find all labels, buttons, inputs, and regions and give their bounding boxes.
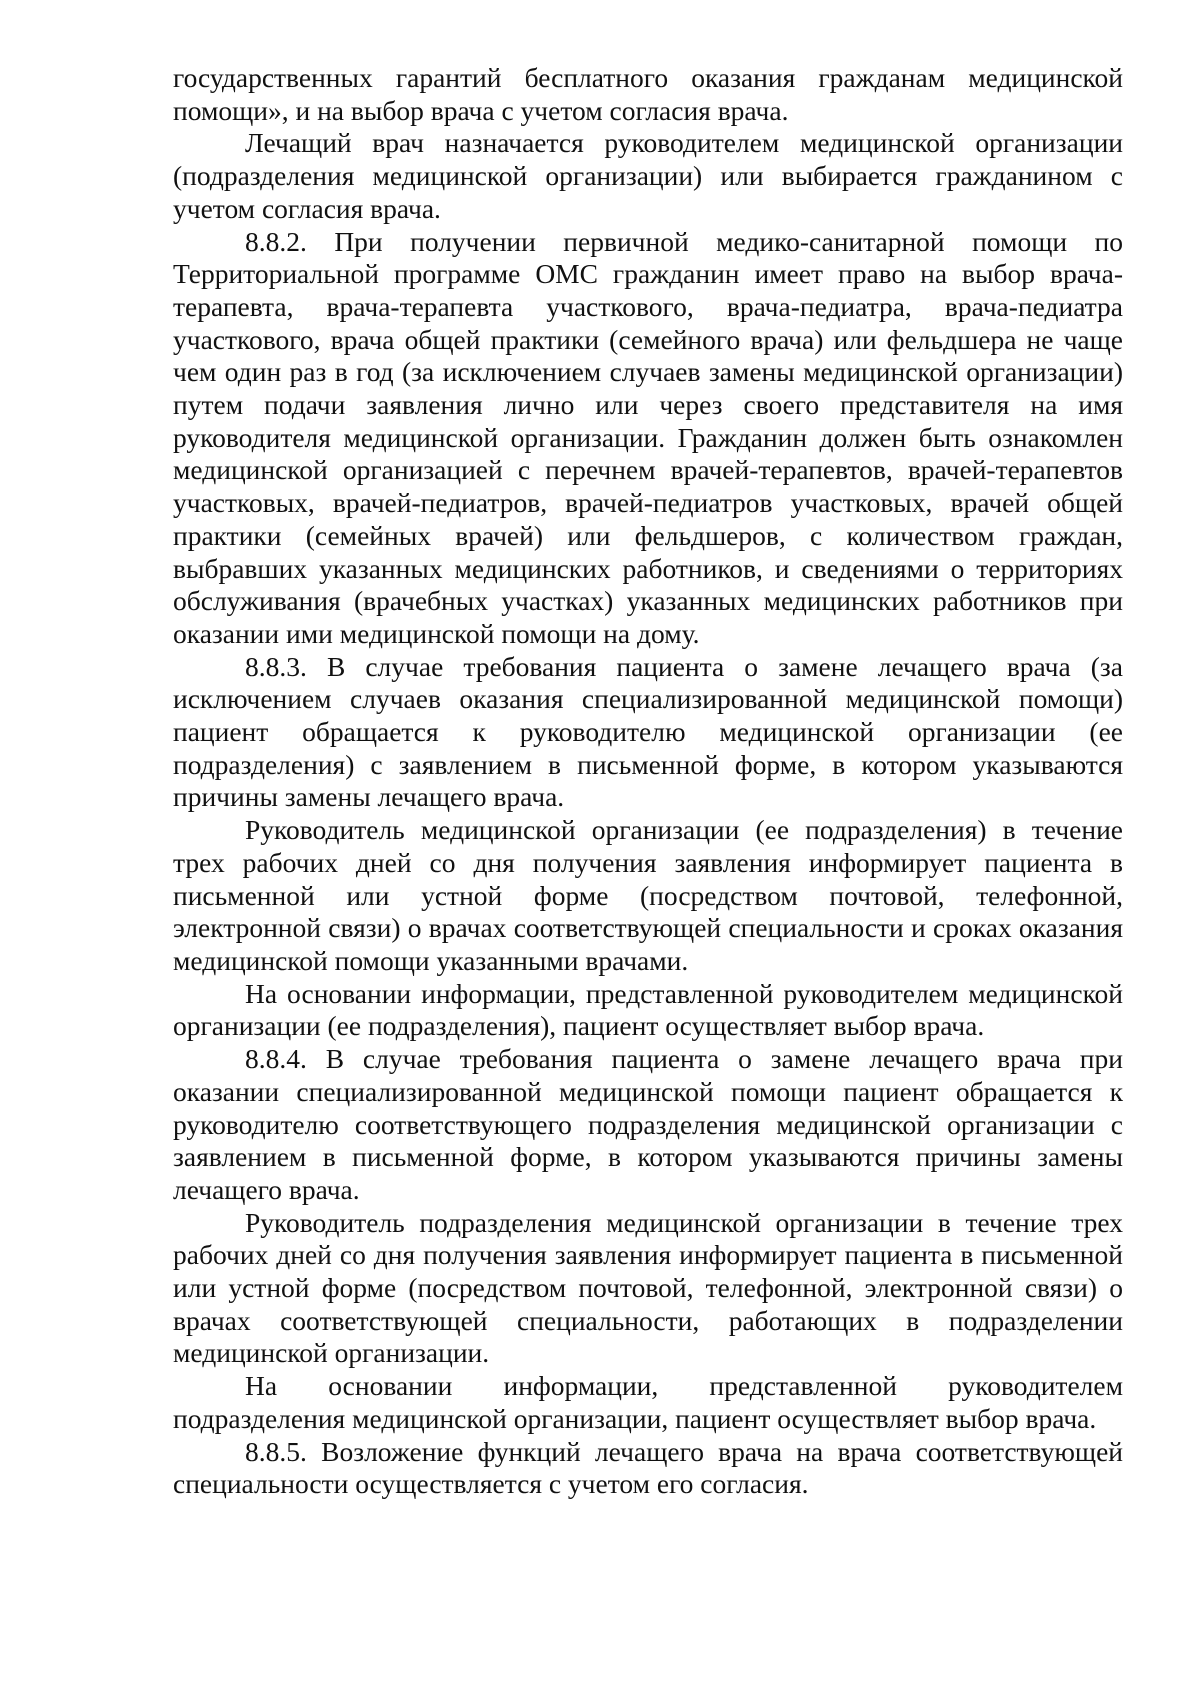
document-page [173,62,1123,1501]
paragraph-8-8-4: 8.8.4. В случае требования пациента о замене лечащего врача при оказании специализированной медицинской помощи пациент обращается к руководителю соответствующего подразделения медицинской организации с заявлением в письменной форме, в котором указываются причины замены лечащего врача. [173,1043,1123,1205]
paragraph-8-8-5: 8.8.5. Возложение функций лечащего врача на врача соответствующей специальности осуществляется с учетом его согласия. [173,1435,1123,1500]
paragraph-continuation: государственных гарантий бесплатного оказания гражданам медицинской помощи», и на выбор врача с учетом согласия врача. [173,62,1123,126]
paragraph-patient-choice-1: На основании информации, представленной руководителем медицинской организации (ее подразделения), пациент осуществляет выбор врача. [173,977,1123,1042]
paragraph-attending-physician: Лечащий врач назначается руководителем медицинской организации (подразделения медицинской организации) или выбирается гражданином с учетом согласия врача. [173,127,1123,224]
paragraph-head-informs: Руководитель медицинской организации (ее подразделения) в течение трех рабочих дней со дня получения заявления информирует пациента в письменной или устной форме (посредством почтовой, телефонной, электронной связи) о врачах соответствующей специальности и сроках оказания медицинской помощи указанными врачами. [173,814,1123,976]
paragraph-8-8-3: 8.8.3. В случае требования пациента о замене лечащего врача (за исключением случаев оказания специализированной медицинской помощи) пациент обращается к руководителю медицинской организации (ее подразделения) с заявлением в письменной форме, в котором указываются причины замены лечащего врача. [173,650,1123,813]
paragraph-patient-choice-2: На основании информации, представленной руководителем подразделения медицинской организации, пациент осуществляет выбор врача. [173,1370,1123,1434]
paragraph-8-8-2: 8.8.2. При получении первичной медико-санитарной помощи по Территориальной программе ОМС гражданин имеет право на выбор врача-терапевта, врача-терапевта участкового, врача-педиатра, врача-педиатра участкового, врача общей практики (семейного врача) или фельдшера не чаще чем один раз в год (за исключением случаев замены медицинской организации) путем подачи заявления лично или через своего представителя на имя руководителя медицинской организации. Гражданин должен быть ознакомлен медицинской организацией с перечнем врачей-терапевтов, врачей-терапевтов участковых, врачей-педиатров, врачей-педиатров участковых, врачей общей практики (семейных врачей) или фельдшеров, с количеством граждан, выбравших указанных медицинских работников, и сведениями о территориях обслуживания (врачебных участках) указанных медицинских работников при оказании ими медицинской помощи на дому. [173,225,1123,649]
paragraph-subdivision-head-informs: Руководитель подразделения медицинской организации в течение трех рабочих дней со дня получения заявления информирует пациента в письменной или устной форме (посредством почтовой, телефонной, электронной связи) о врачах соответствующей специальности, работающих в подразделении медицинской организации. [173,1206,1123,1369]
